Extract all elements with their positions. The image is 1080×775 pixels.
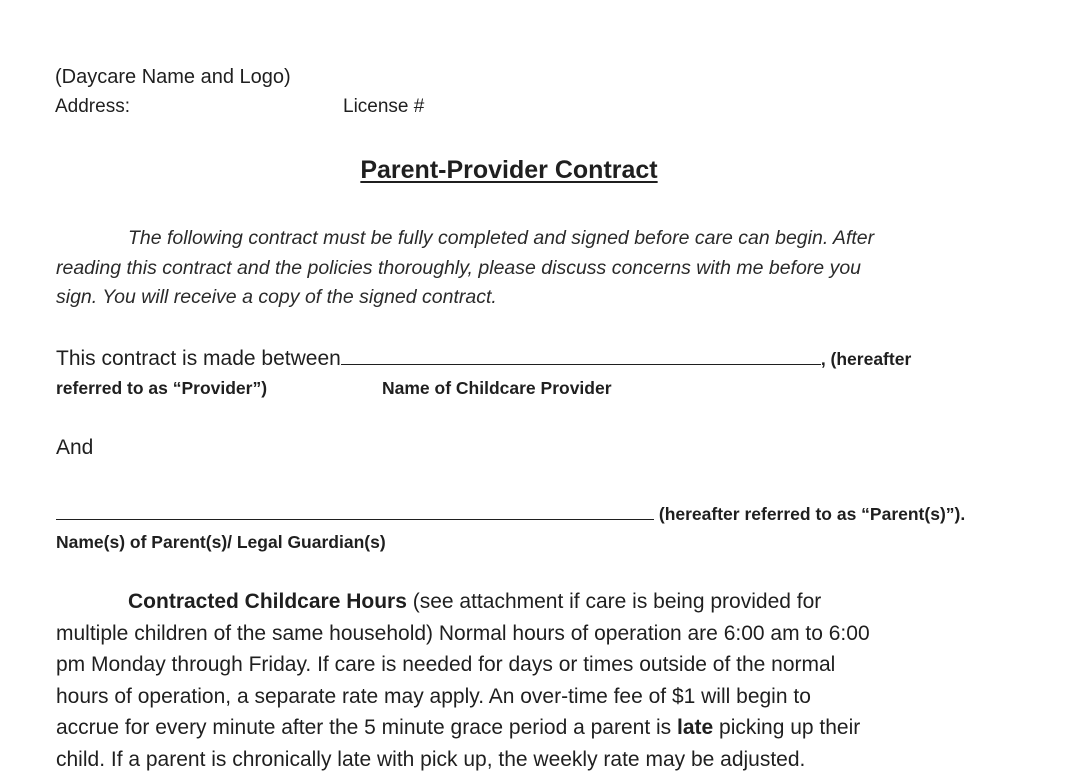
provider-line [56, 344, 911, 374]
parent-hereafter-text: (hereafter referred to as “Parent(s)”). [654, 504, 965, 524]
document-title: Parent-Provider Contract [0, 156, 1018, 185]
hours-line: multiple children of the same household) Normal hours of operation are 6:00 am to 6:00 [56, 618, 870, 650]
hours-line: child. If a parent is chronically late with pick up, the weekly rate may be adjusted. [56, 744, 870, 775]
daycare-name-logo: (Daycare Name and Logo) [55, 62, 291, 92]
hours-line: pm Monday through Friday. If care is needed for days or times outside of the normal [56, 649, 870, 681]
hours-line1-rest: (see attachment if care is being provided for [407, 590, 821, 613]
intro-line: reading this contract and the policies thoroughly, please discuss concerns with me before you [56, 254, 874, 284]
address-license-row [55, 92, 291, 122]
document-header [55, 62, 291, 122]
hours-line5-end: picking up their [713, 716, 860, 739]
license-label: License # [343, 92, 424, 122]
hours-line [56, 586, 870, 618]
parent-name-blank[interactable] [56, 501, 654, 520]
parent-line [56, 499, 965, 529]
provider-lead-text: This contract is made between [56, 347, 341, 370]
hours-line: hours of operation, a separate rate may apply. An over-time fee of $1 will begin to [56, 681, 870, 713]
provider-hereafter-text: , (hereafter [821, 349, 911, 369]
provider-name-blank[interactable] [341, 346, 821, 365]
provider-blank-caption: Name of Childcare Provider [382, 375, 612, 401]
intro-line: The following contract must be fully completed and signed before care can begin. After [56, 224, 874, 254]
intro-line: sign. You will receive a copy of the signed contract. [56, 283, 874, 313]
late-emphasis: late [677, 716, 713, 739]
hours-heading: Contracted Childcare Hours [128, 590, 407, 613]
hours-line [56, 712, 870, 744]
intro-paragraph [56, 224, 874, 313]
and-text: And [56, 433, 93, 463]
provider-referred-text: referred to as “Provider”) [56, 375, 267, 401]
hours-paragraph [56, 586, 870, 775]
address-label: Address: [55, 92, 130, 122]
provider-caption-row [56, 375, 1056, 401]
parent-blank-caption: Name(s) of Parent(s)/ Legal Guardian(s) [56, 529, 386, 555]
hours-line5-start: accrue for every minute after the 5 minute grace period a parent is [56, 716, 677, 739]
